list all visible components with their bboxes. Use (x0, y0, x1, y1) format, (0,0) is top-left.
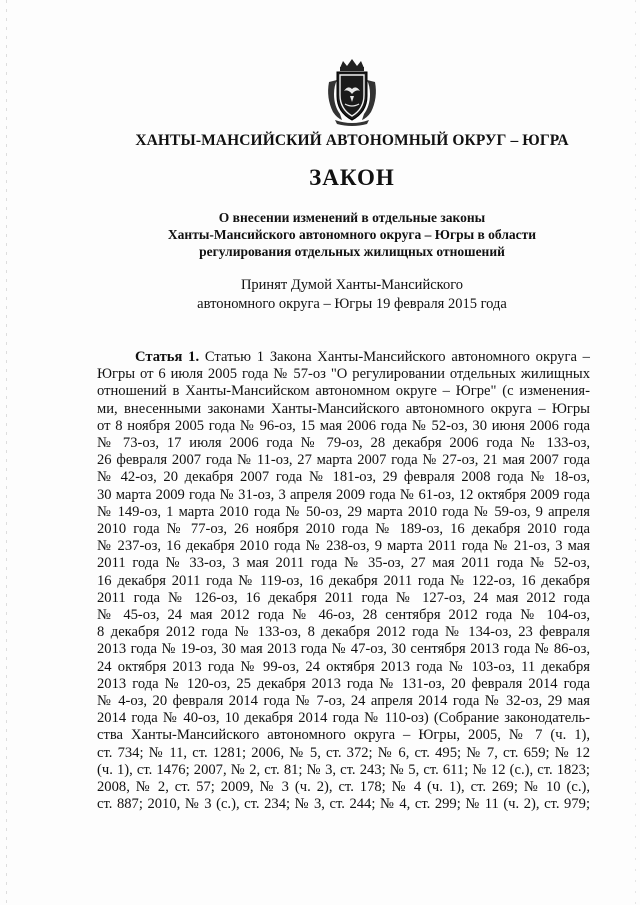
article-line: № 42-оз, 20 декабря 2007 года № 181-оз, 29 февраля 2008 года № 18-оз, (97, 469, 590, 486)
article-line: отношений в Ханты-Мансийском автономном округе – Югре" (с изменения- (97, 383, 590, 400)
document-type-heading: ЗАКОН (309, 165, 395, 190)
article-line: 2011 года № 126-оз, 16 декабря 2011 года № 127-оз, 24 мая 2012 года (97, 589, 590, 606)
region-title: ХАНТЫ-МАНСИЙСКИЙ АВТОНОМНЫЙ ОКРУГ – ЮГРА (135, 132, 569, 149)
law-title-line: О внесении изменений в отдельные законы (218, 210, 486, 225)
law-title-line: регулирования отдельных жилищных отношений (199, 244, 505, 259)
article-line: 26 февраля 2007 года № 11-оз, 27 марта 2007 года № 27-оз, 21 мая 2007 года (97, 452, 590, 469)
article-line: 2014 года № 40-оз, 10 декабря 2014 года № 110-оз) (Собрание законодатель- (97, 710, 590, 727)
article-line: ст. 887; 2010, № 3 (с.), ст. 234; № 3, ст. 244; № 4, ст. 299; № 11 (ч. 2), ст. 979; (97, 796, 590, 813)
adoption-line: автономного округа – Югры 19 февраля 2015 года (197, 296, 507, 312)
law-title (0, 209, 640, 260)
adoption-note (0, 276, 640, 314)
article-line: от 8 ноября 2005 года № 96-оз, 15 мая 2006 года № 52-оз, 30 июня 2006 года (97, 417, 590, 434)
article-line: (ч. 1), ст. 1476; 2007, № 2, ст. 81; № 3, ст. 243; № 5, ст. 611; № 12 (с.), ст. 1823; (97, 761, 590, 778)
article-line: 2011 года № 33-оз, 3 мая 2011 года № 35-оз, 27 мая 2011 года № 52-оз, (97, 555, 590, 572)
article-line: ми, внесенными законами Ханты-Мансийского автономного округа – Югры (97, 400, 590, 417)
article-line: 24 октября 2013 года № 99-оз, 24 октября 2013 года № 103-оз, 11 декабря (97, 658, 590, 675)
article-line: 16 декабря 2011 года № 119-оз, 16 декабря 2011 года № 122-оз, 16 декабря (97, 572, 590, 589)
article-label: Статья 1. (135, 349, 200, 365)
article-line-text: Статью 1 Закона Ханты-Мансийского автономного округа – (204, 349, 590, 365)
article-line: № 45-оз, 24 мая 2012 года № 46-оз, 28 сентября 2012 года № 104-оз, (97, 607, 590, 624)
article-line: 2013 года № 19-оз, 30 мая 2013 года № 47-оз, 30 сентября 2013 года № 86-оз, (97, 641, 590, 658)
article-line: № 149-оз, 1 марта 2010 года № 50-оз, 29 марта 2010 года № 59-оз, 9 апреля (97, 503, 590, 520)
article-line: 30 марта 2009 года № 31-оз, 3 апреля 2009 года № 61-оз, 12 октября 2009 года (97, 486, 590, 503)
article-line: Югры от 6 июля 2005 года № 57-оз "О регулировании отдельных жилищных (97, 366, 590, 383)
article-line: 8 декабря 2012 года № 133-оз, 8 декабря 2012 года № 134-оз, 23 февраля (97, 624, 590, 641)
article-line: № 4-оз, 20 февраля 2014 года № 7-оз, 24 апреля 2014 года № 32-оз, 29 мая (97, 693, 590, 710)
coat-of-arms-icon (323, 58, 381, 126)
article-line: № 73-оз, 17 июля 2006 года № 79-оз, 28 декабря 2006 года № 133-оз, (97, 435, 590, 452)
adoption-line: Принят Думой Ханты-Мансийского (240, 277, 464, 293)
article-1 (97, 349, 590, 813)
article-line: 2010 года № 77-оз, 26 ноября 2010 года № 189-оз, 16 декабря 2010 года (97, 521, 590, 538)
article-line: № 237-оз, 16 декабря 2010 года № 238-оз, 9 марта 2011 года № 21-оз, 3 мая (97, 538, 590, 555)
article-line: 2008, № 2, ст. 57; 2009, № 3 (ч. 2), ст. 178; № 4 (ч. 1), ст. 269; № 10 (с.), (97, 779, 590, 796)
article-line: ства Ханты-Мансийского автономного округа – Югры, 2005, № 7 (ч. 1), (97, 727, 590, 744)
article-line: ст. 734; № 11, ст. 1281; 2006, № 5, ст. 372; № 6, ст. 495; № 7, ст. 659; № 12 (97, 744, 590, 761)
law-title-line: Ханты-Мансийского автономного округа – Югры в области (167, 227, 537, 242)
article-line: 2013 года № 120-оз, 25 декабря 2013 года № 131-оз, 20 февраля 2014 года (97, 675, 590, 692)
article-line (97, 349, 590, 366)
